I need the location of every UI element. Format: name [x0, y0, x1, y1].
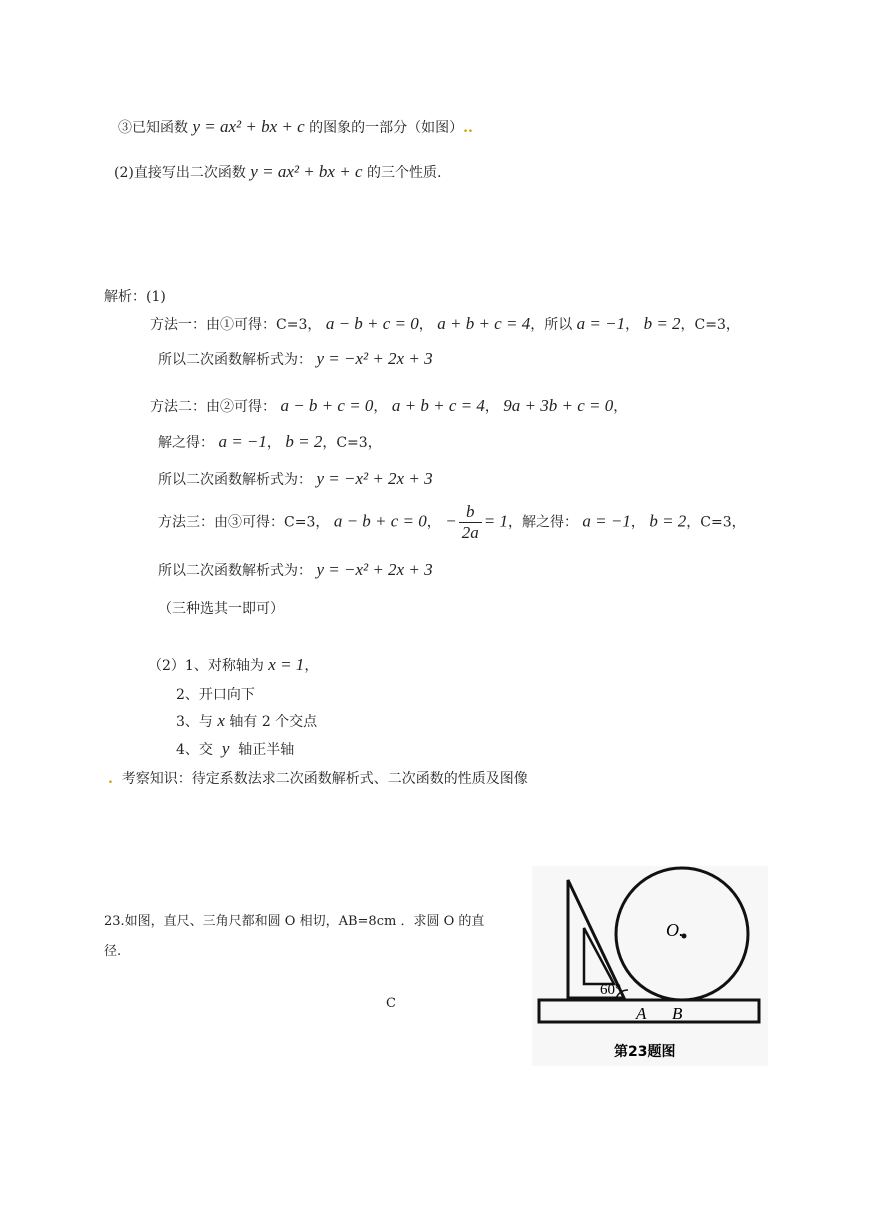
property-2	[176, 684, 255, 704]
text: (2)直接写出二次函数	[114, 165, 246, 181]
text: 轴有 2 个交点	[229, 714, 318, 730]
text: （2）1、对称轴为	[148, 658, 264, 674]
result-2	[158, 469, 433, 489]
question-23-line-1	[104, 910, 484, 929]
text: 径.	[104, 944, 122, 959]
text: ③已知函数	[118, 120, 188, 136]
text: ，C=3，	[680, 317, 740, 333]
text: 的三个性质.	[366, 165, 442, 181]
text: ，解之得：	[507, 514, 578, 531]
formula: b = 2	[649, 511, 687, 531]
formula: = 1	[483, 511, 508, 531]
formula: b = 2	[285, 432, 323, 451]
text: ，C=3，	[322, 435, 382, 451]
question-23-figure	[532, 866, 768, 1066]
question-part-2	[114, 162, 441, 182]
numerator: b	[459, 502, 482, 523]
text: 方法三：由③可得：C=3，	[158, 514, 330, 531]
text: 方法一：由①可得：C=3，	[150, 317, 322, 333]
analysis-heading	[104, 286, 166, 306]
text: 解析：(1)	[104, 289, 166, 305]
method-2-solve: 解之得： a = −1， b = 2，C=3，	[158, 432, 382, 451]
text: 所以二次函数解析式为：	[158, 563, 312, 579]
formula: y = −x² + 2x + 3	[316, 349, 433, 368]
text: 考察知识：待定系数法求二次函数解析式、二次函数的性质及图像	[121, 771, 528, 787]
formula: y = ax² + bx + c	[192, 117, 305, 136]
formula: a + b + c = 4	[391, 396, 485, 415]
formula: 9a + 3b + c = 0	[503, 396, 614, 415]
text: ，所以	[530, 317, 573, 333]
question-23-line-2	[104, 940, 121, 959]
text: 所以二次函数解析式为：	[158, 472, 312, 488]
denominator: 2a	[461, 523, 479, 542]
answer-c	[386, 996, 396, 1011]
formula: a = −1	[218, 432, 267, 451]
text: 3、与	[176, 714, 213, 730]
text: C	[386, 996, 396, 1011]
method-3: 方法三：由③可得：C=3， a − b + c = 0， − $\frac{b}{2a}$ = 1，解之得： a = −1， b = 2，C=3，	[158, 502, 746, 542]
method-1: 方法一：由①可得：C=3， a − b + c = 0， a + b + c = 4，所以 a = −1， b = 2，C=3，	[150, 314, 740, 333]
figure-caption: 第23题图	[614, 1044, 676, 1060]
label-a: A	[636, 1004, 647, 1023]
given-condition-3	[118, 117, 473, 137]
method-2: 方法二：由②可得： a − b + c = 0， a + b + c = 4， 9a + 3b + c = 0，	[150, 396, 628, 415]
formula: x	[217, 711, 225, 730]
formula: a − b + c = 0	[333, 511, 427, 531]
text: 4、交	[176, 742, 213, 758]
minus-sign: −	[445, 511, 457, 531]
formula: y	[221, 739, 230, 758]
result-3	[158, 560, 433, 580]
result-1	[158, 349, 433, 369]
choose-note	[158, 598, 284, 618]
text: 所以二次函数解析式为：	[158, 352, 312, 368]
stray-mark: ..	[463, 120, 473, 136]
label-o: O.	[666, 920, 684, 940]
text: （三种选其一即可）	[158, 601, 284, 617]
formula: x = 1	[268, 655, 305, 674]
text: 23.如图，直尺、三角尺都和圆 O 相切，AB=8cm ．求圆 O 的直	[104, 914, 485, 929]
text: 轴正半轴	[238, 742, 295, 758]
formula: a = −1	[582, 511, 631, 531]
text: 的图象的一部分（如图）	[309, 120, 464, 136]
formula: y = ax² + bx + c	[250, 162, 363, 181]
formula: a + b + c = 4	[437, 314, 531, 333]
knowledge-note	[108, 768, 528, 788]
text: 2、开口向下	[176, 687, 255, 703]
text: 解之得：	[158, 435, 214, 451]
formula: a − b + c = 0	[280, 396, 374, 415]
formula: y = −x² + 2x + 3	[316, 469, 433, 488]
property-1: （2）1、对称轴为 x = 1，	[148, 655, 319, 674]
fraction	[459, 502, 482, 543]
text: ，C=3，	[686, 514, 746, 531]
stray-mark: .	[108, 771, 113, 787]
property-4	[176, 739, 294, 759]
property-3	[176, 711, 317, 731]
formula: a = −1	[576, 314, 626, 333]
formula: b = 2	[643, 314, 681, 333]
formula: y = −x² + 2x + 3	[316, 560, 433, 579]
label-b: B	[672, 1004, 683, 1023]
formula: a − b + c = 0	[325, 314, 419, 333]
text: 方法二：由②可得：	[150, 399, 276, 415]
label-angle: 60°	[600, 982, 621, 998]
